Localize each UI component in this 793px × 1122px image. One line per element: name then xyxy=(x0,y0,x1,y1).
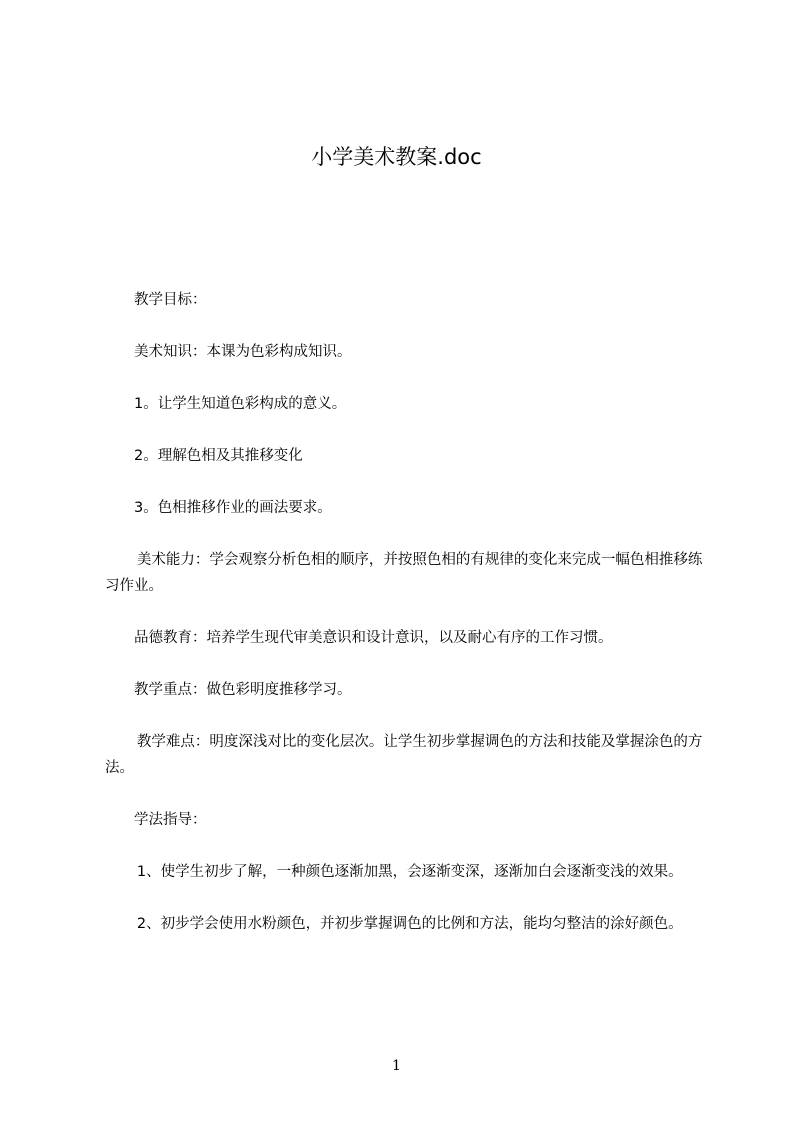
paragraph-guidance-2: 2、初步学会使用水粉颜色，并初步掌握调色的比例和方法，能均匀整洁的涂好颜色。 xyxy=(136,916,683,932)
document-title: 小学美术教案.doc xyxy=(311,145,482,169)
paragraph-art-ability: 美术能力：学会观察分析色相的顺序，并按照色相的有规律的变化来完成一幅色相推移练习作业。 xyxy=(105,552,703,594)
paragraph-teaching-goals: 教学目标： xyxy=(134,292,207,308)
paragraph-study-guidance: 学法指导： xyxy=(134,812,207,828)
paragraph-item-3: 3。色相推移作业的画法要求。 xyxy=(134,500,332,516)
paragraph-item-1: 1。让学生知道色彩构成的意义。 xyxy=(134,396,347,412)
paragraph-teaching-focus: 教学重点：做色彩明度推移学习。 xyxy=(134,682,352,698)
document-body xyxy=(105,287,705,963)
page-number: 1 xyxy=(392,1058,401,1074)
paragraph-guidance-1: 1、使学生初步了解，一种颜色逐渐加黑，会逐渐变深，逐渐加白会逐渐变浅的效果。 xyxy=(136,864,683,880)
paragraph-teaching-difficulty: 教学难点：明度深浅对比的变化层次。让学生初步掌握调色的方法和技能及掌握涂色的方法。 xyxy=(105,734,703,776)
paragraph-art-knowledge: 美术知识：本课为色彩构成知识。 xyxy=(134,344,352,360)
paragraph-moral-education: 品德教育：培养学生现代审美意识和设计意识，以及耐心有序的工作习惯。 xyxy=(134,630,613,646)
paragraph-item-2: 2。理解色相及其推移变化 xyxy=(134,448,303,464)
